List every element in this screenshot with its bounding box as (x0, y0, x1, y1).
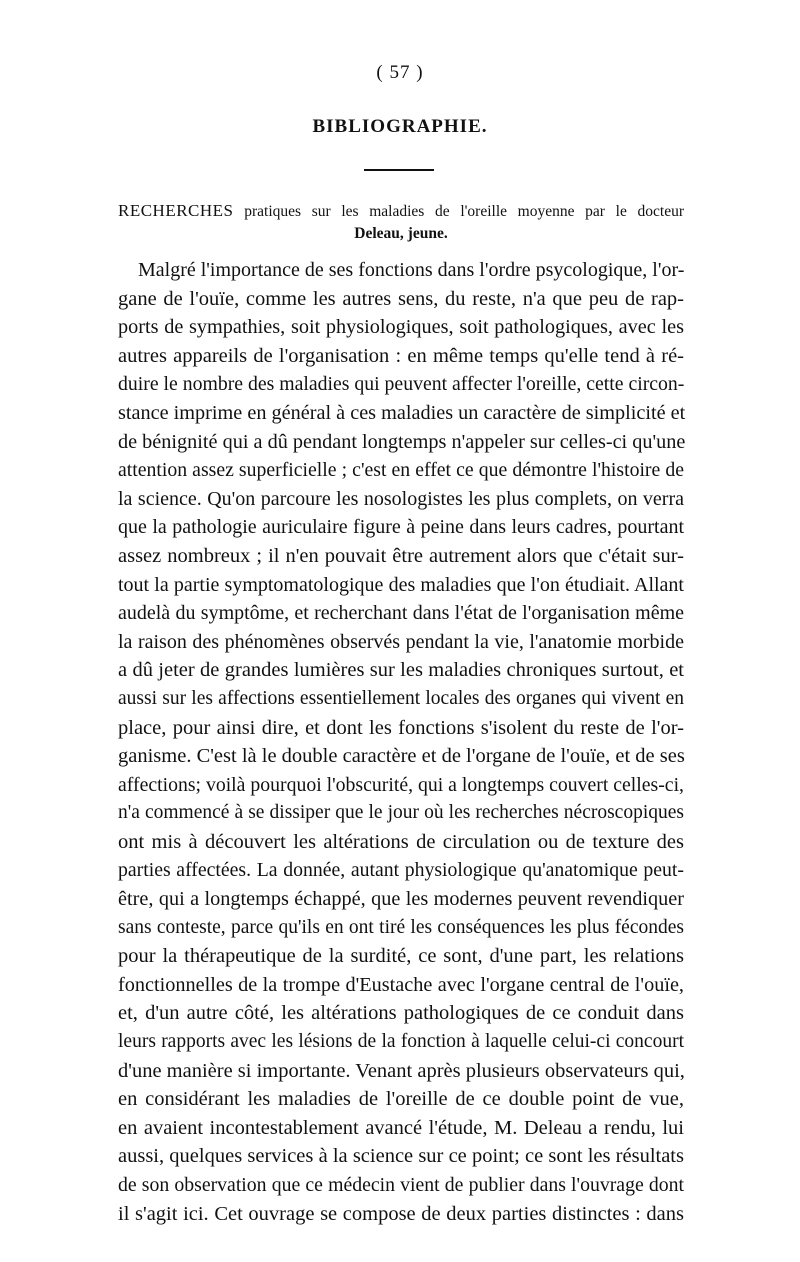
article-heading-caps: RECHERCHES (118, 201, 234, 220)
body-line: il s'agit ici. Cet ouvrage se compose de deux parties distinctes : dans (118, 1202, 684, 1225)
article-heading-line-1 (118, 200, 684, 223)
body-line: être, qui a longtemps échappé, que les modernes peuvent revendiquer (118, 888, 684, 911)
body-line: ganisme. C'est là le double caractère et de l'organe de l'ouïe, et de ses (118, 745, 685, 768)
body-line: la science. Qu'on parcoure les nosologistes les plus complets, on verra (118, 487, 684, 510)
body-line: ont mis à découvert les altérations de circulation ou de texture des (118, 830, 684, 853)
body-line: pour la thérapeutique de la surdité, ce sont, d'une part, les relations (118, 945, 684, 968)
body-line: attention assez superficielle ; c'est en effet ce que démontre l'histoire de (118, 459, 684, 482)
body-line: parties affectées. La donnée, autant physiologique qu'anatomique peut- (118, 859, 684, 882)
title-rule (364, 169, 434, 171)
article-heading (118, 200, 684, 245)
body-line: fonctionnelles de la trompe d'Eustache avec l'organe central de l'ouïe, (118, 973, 684, 996)
body-line: aussi, quelques services à la science sur ce point; ce sont les résultats (118, 1145, 684, 1168)
body-line: tout la partie symptomatologique des maladies que l'on étudiait. Allant (118, 573, 684, 596)
body-line: leurs rapports avec les lésions de la fonction à laquelle celui-ci concourt (118, 1031, 684, 1053)
body-line: duire le nombre des maladies qui peuvent affecter l'oreille, cette circon- (118, 373, 685, 396)
body-line: n'a commencé à se dissiper que le jour où les recherches nécroscopiques (118, 802, 684, 824)
body-line: que la pathologie auriculaire figure à peine dans leurs cadres, pourtant (118, 516, 684, 539)
body-line: a dû jeter de grandes lumières sur les maladies chroniques surtout, et (118, 659, 684, 682)
body-line: d'une manière si importante. Venant après plusieurs observateurs qui, (118, 1059, 685, 1082)
body-line: place, pour ainsi dire, et dont les fonctions s'isolent du reste de l'or- (118, 716, 684, 739)
body-line: en avaient incontestablement avancé l'étude, M. Deleau a rendu, lui (118, 1116, 684, 1139)
body-line: autres appareils de l'organisation : en même temps qu'elle tend à ré- (118, 344, 684, 367)
body-line: Malgré l'importance de ses fonctions dans l'ordre psycologique, l'or- (138, 259, 685, 281)
body-line: ports de sympathies, soit physiologiques, soit pathologiques, avec les (118, 316, 684, 339)
body-line: de bénignité qui a dû pendant longtemps n'appeler sur celles-ci qu'une (118, 430, 686, 453)
section-title: BIBLIOGRAPHIE. (312, 116, 488, 137)
body-text (118, 256, 684, 1228)
body-line: et, d'un autre côté, les altérations pathologiques de ce conduit dans (118, 1002, 684, 1025)
body-line: de son observation que ce médecin vient de publier dans l'ouvrage dont (118, 1174, 684, 1196)
body-line: assez nombreux ; il n'en pouvait être autrement alors que c'était sur- (118, 544, 684, 567)
article-heading-author: Deleau, jeune. (354, 225, 448, 242)
page-number: ( 57 ) (376, 62, 424, 83)
article-heading-rest: pratiques sur les maladies de l'oreille moyenne par le docteur (244, 203, 684, 220)
body-line: affections; voilà pourquoi l'obscurité, qui a longtemps couvert celles-ci, (118, 773, 684, 796)
body-line: la raison des phénomènes observés pendant la vie, l'anatomie morbide (118, 630, 684, 653)
body-line: audelà du symptôme, et recherchant dans l'état de l'organisation même (118, 602, 684, 625)
body-line: gane de l'ouïe, comme les autres sens, du reste, n'a que peu de rap- (118, 287, 684, 310)
body-line: en considérant les maladies de l'oreille de ce double point de vue, (118, 1088, 684, 1111)
body-line: aussi sur les affections essentiellement locales des organes qui vivent en (118, 687, 684, 709)
body-line: stance imprime en général à ces maladies un caractère de simplicité et (118, 401, 686, 424)
body-line: sans conteste, parce qu'ils en ont tiré les conséquences les plus fécondes (118, 916, 684, 938)
